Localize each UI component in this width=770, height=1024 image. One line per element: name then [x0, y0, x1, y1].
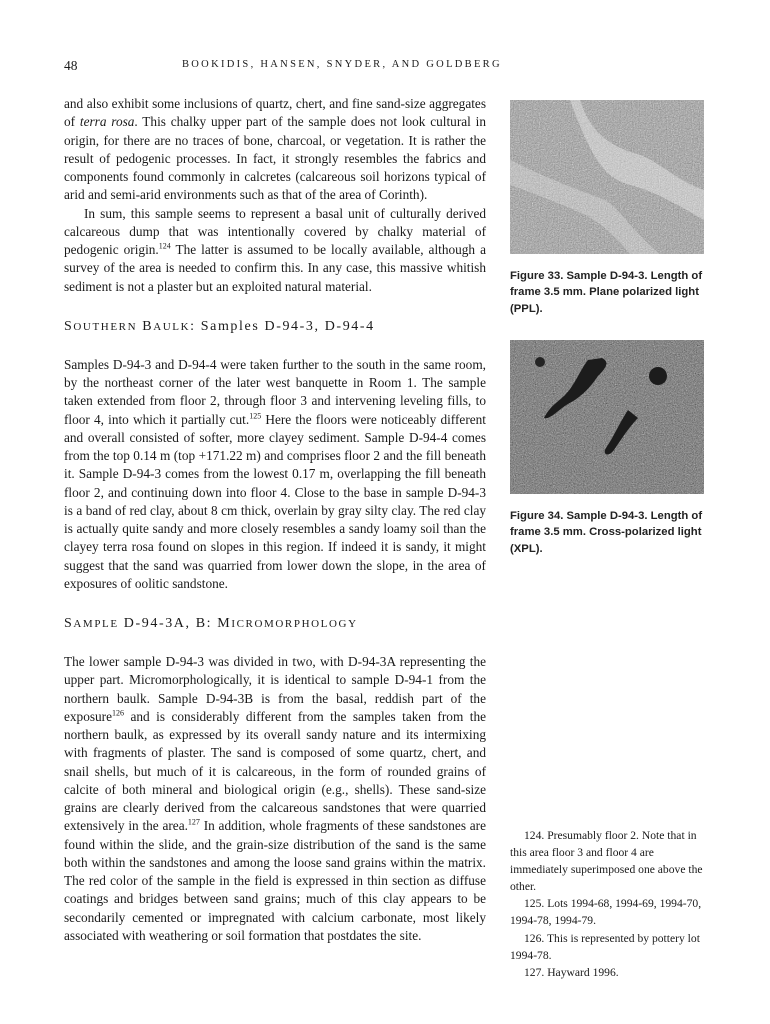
- section-heading-micromorphology: SAMPLE D-94-3A, B: MICROMORPHOLOGY: [64, 616, 358, 631]
- micrograph-ppl-image: [510, 100, 704, 254]
- paragraph-4: The lower sample D-94-3 was divided in two, with D-94-3A representing the upper part. Micromorphologically, it is identical to sample D-94-1 from the northern baulk. Sample D-94-3B is from the basal, reddish part of the exposure$^{126}$ and is considerably different from the samples taken from the northern baulk, as expressed by its overall sandy nature and its intermixing with fragments of plaster. The sand is composed of some quartz, chert, and snail shells, but much of it is calcareous, in the form of rounded grains of calcite of both mineral and biological origin (e.g., shells). These sand-size grains are clearly derived from the calcareous sandstones that were quarried extensively in the area.$^{127}$ In addition, whole fragments of these sandstones are found within the slide, and the grain-size distribution of the sand is the same both within the sandstones and among the loose sand grains within the matrix. The red color of the sample in the field is expressed in thin section as diffuse coatings and bridges between sand grains; much of this clay appears to be secondarily cemented or impregnated with calcium carbonate, most likely associated with weathering or soil formation that postdates the site.: [64, 654, 486, 943]
- running-head: BOOKIDIS, HANSEN, SNYDER, AND GOLDBERG: [182, 59, 502, 70]
- paragraph-3: Samples D-94-3 and D-94-4 were taken further to the south in the same room, by the northeast corner of the later west banquette in Room 1. The sample taken extended from floor 2, through floor 3 and intervening leveling fills, to floor 4, into which it partially cut.$^{125}$ Here the floors were noticeably different and overall consisted of softer, more clayey sediment. Sample D-94-4 comes from the top 0.14 m (top +171.22 m) and comprises floor 2 and the fill beneath it. Sample D-94-3 comes from the lowest 0.17 m, overlapping the fill beneath floor 2, and continuing down into floor 4. Close to the base in sample D-94-3 is a band of red clay, about 8 cm thick, overlain by gray silty clay. The red clay is actually quite sandy and more closely resembles a sandy loamy soil than the clayey terra rosa found on slopes in this region. If indeed it is sandy, it might suggest that the sand was quarried from lower down the slope, in the area of exposures of oolitic sandstone.: [64, 356, 486, 591]
- paragraph-1: and also exhibit some inclusions of quartz, chert, and fine sand-size aggregates of terra rosa. This chalky upper part of the sample does not look cultural in origin, for there are no traces of bone, charcoal, or vegetation. It is rather the result of pedogenic processes. In fact, it strongly resembles the fabrics and components found commonly in calcretes (calcareous soil horizons typical of arid and semi-arid environments such as that of the area of Corinth).: [64, 96, 486, 203]
- micrograph-xpl-image: [510, 340, 704, 494]
- section-heading-southern-baulk: SOUTHERN BAULK: Samples D-94-3, D-94-4: [64, 318, 375, 334]
- figure-34-caption: Figure 34. Sample D-94-3. Length of frame 3.5 mm. Cross-polarized light (XPL).: [510, 510, 703, 555]
- figure-33-caption: Figure 33. Sample D-94-3. Length of frame 3.5 mm. Plane polarized light (PPL).: [510, 270, 703, 315]
- paragraph-2: In sum, this sample seems to represent a basal unit of culturally derived calcareous dump that was intentionally covered by chalky material of pedogenic origin.$^{124}$ The latter is assumed to be locally available, although a survey of the area is needed to confirm this. In any case, this massive whitish sediment is not a plaster but an exploited natural material.: [64, 205, 486, 294]
- footnote-ref-126[interactable]: 126: [112, 708, 124, 718]
- footnote-125: 125. Lots 1994-68, 1994-69, 1994-70, 1994-78, 1994-79.: [510, 897, 702, 928]
- footnote-127: 127. Hayward 1996.: [524, 965, 619, 979]
- figure-34: [510, 340, 704, 557]
- footnote-ref-127[interactable]: 127: [187, 817, 200, 827]
- page-number: 48: [64, 58, 78, 73]
- page-header: [64, 58, 524, 76]
- figure-33: [510, 100, 704, 317]
- footnote-124: 124. Presumably floor 2. Note that in this area floor 3 and floor 4 are immediately superimposed one above the other.: [510, 829, 703, 894]
- footnotes: [510, 827, 706, 981]
- footnote-ref-125[interactable]: 125: [249, 411, 262, 421]
- footnote-ref-124[interactable]: 124: [158, 241, 171, 251]
- main-column: [64, 95, 486, 945]
- footnote-126: 126. This is represented by pottery lot 1994-78.: [510, 931, 700, 962]
